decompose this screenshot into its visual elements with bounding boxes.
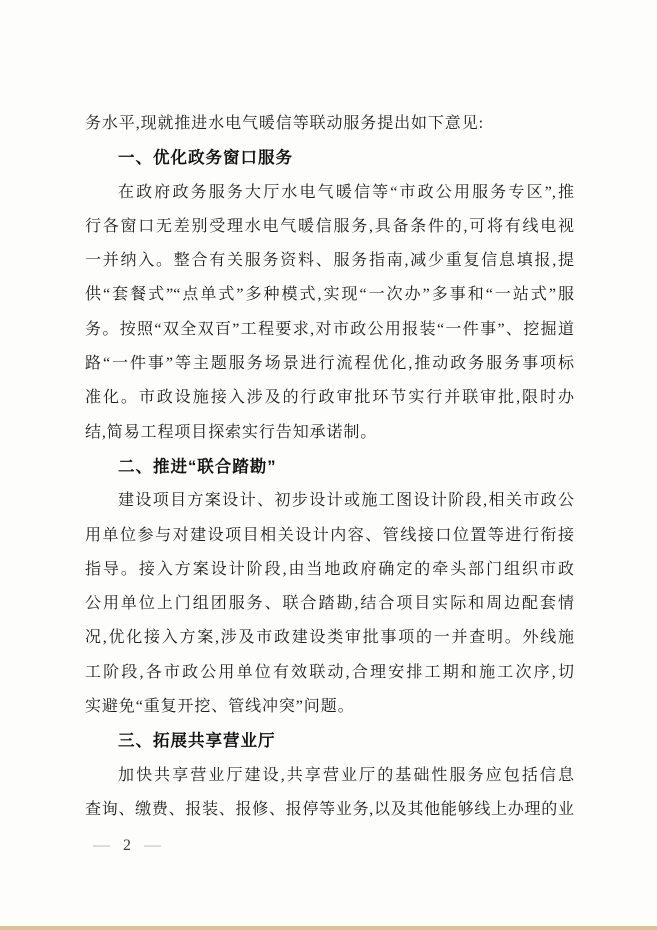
heading-section-2: 二、推进“联合踏勘” bbox=[118, 457, 277, 476]
page-number bbox=[93, 833, 161, 857]
page-bottom-rule bbox=[0, 926, 657, 930]
body-line: 公用单位上门组团服务、联合踏勘,结合项目实际和周边配套情 bbox=[85, 595, 574, 613]
body-line: 况,优化接入方案,涉及市政建设类审批事项的一并查明。外线施 bbox=[85, 629, 574, 647]
body-line: 路“一件事”等主题服务场景进行流程优化,推动政务服务事项标 bbox=[85, 355, 574, 373]
body-line: 在政府政务服务大厅水电气暖信等“市政公用服务专区”,推 bbox=[118, 183, 574, 201]
body-line: 实避免“重复开挖、管线冲突”问题。 bbox=[85, 698, 355, 716]
body-line: 用单位参与对建设项目相关设计内容、管线接口位置等进行衔接 bbox=[85, 526, 574, 544]
body-line: 一并纳入。整合有关服务资料、服务指南,减少重复信息填报,提 bbox=[85, 252, 574, 270]
body-line: 准化。市政设施接入涉及的行政审批环节实行并联审批,限时办 bbox=[85, 389, 574, 407]
body-line: 务水平,现就推进水电气暖信等联动服务提出如下意见: bbox=[85, 115, 484, 132]
body-line: 结,简易工程项目探索实行告知承诺制。 bbox=[85, 423, 378, 441]
body-line: 工阶段,各市政公用单位有效联动,合理安排工期和施工次序,切 bbox=[85, 663, 574, 681]
page-number-dash-right: — bbox=[144, 835, 161, 854]
page-number-dash-left: — bbox=[93, 835, 110, 854]
body-line: 建设项目方案设计、初步设计或施工图设计阶段,相关市政公 bbox=[118, 492, 574, 510]
document-body bbox=[85, 107, 574, 827]
body-line: 务。按照“双全双百”工程要求,对市政公用报装“一件事”、挖掘道 bbox=[85, 320, 574, 338]
body-line: 指导。接入方案设计阶段,由当地政府确定的牵头部门组织市政 bbox=[85, 560, 574, 578]
body-line: 查询、缴费、报装、报修、报停等业务,以及其他能够线上办理的业 bbox=[85, 800, 574, 818]
heading-section-3: 三、拓展共享营业厅 bbox=[118, 732, 276, 751]
body-line: 加快共享营业厅建设,共享营业厅的基础性服务应包括信息 bbox=[118, 766, 574, 784]
body-line: 行各窗口无差别受理水电气暖信服务,具备条件的,可将有线电视 bbox=[85, 217, 574, 235]
body-line: 供“套餐式”“点单式”多种模式,实现“一次办”多事和“一站式”服 bbox=[85, 286, 574, 304]
page-number-value: 2 bbox=[123, 837, 131, 854]
heading-section-1: 一、优化政务窗口服务 bbox=[118, 149, 293, 168]
